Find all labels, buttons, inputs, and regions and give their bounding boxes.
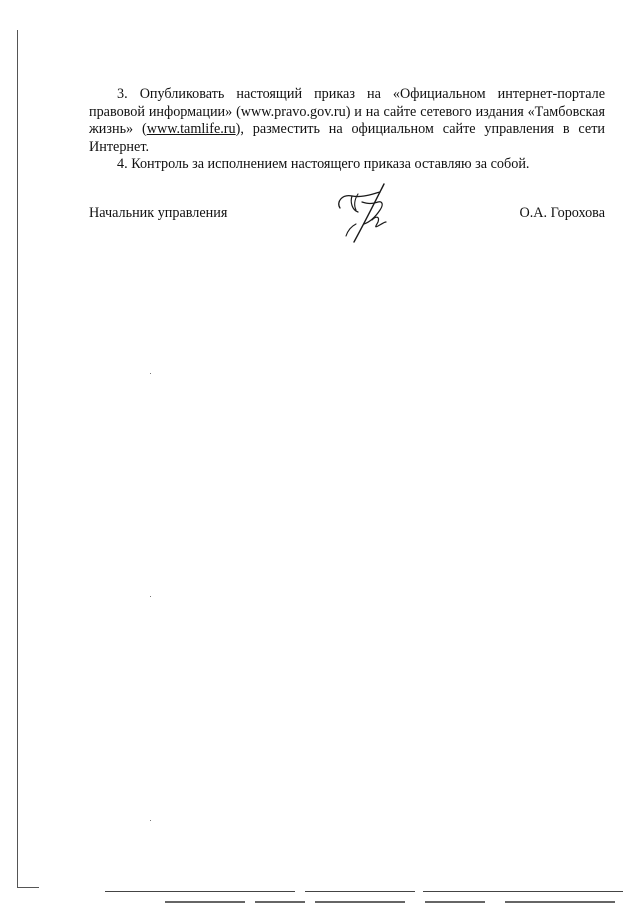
paragraph-text: Контроль за исполнением настоящего приказа оставляю за собой. [131,156,530,172]
scan-dot [150,373,151,374]
tamlife-link[interactable]: www.tamlife.ru [146,121,236,137]
paragraph-text: Опубликовать настоящий приказ на «Официальном интернет-портале правовой информации» (www.pravo.gov.ru) и на сайте сетевого издания «Тамбовская жизнь» ( [89,86,605,137]
scan-bottom-strip [105,889,625,905]
scan-dot [150,820,151,821]
paragraph-3 [89,86,605,156]
paragraph-number: 4. [117,156,128,172]
paragraph-number: 3. [117,86,128,102]
paragraph-text: ), разместить на официальном сайте управления в сети Интернет. [89,121,605,155]
handwritten-signature [332,180,404,252]
signer-name: О.А. Горохова [519,205,605,221]
position-title: Начальник управления [89,205,228,221]
scan-dot [150,596,151,597]
scan-edge-left [17,30,18,888]
paragraph-4 [89,156,605,174]
document-body [89,86,605,174]
scan-edge-bottom [17,887,39,888]
